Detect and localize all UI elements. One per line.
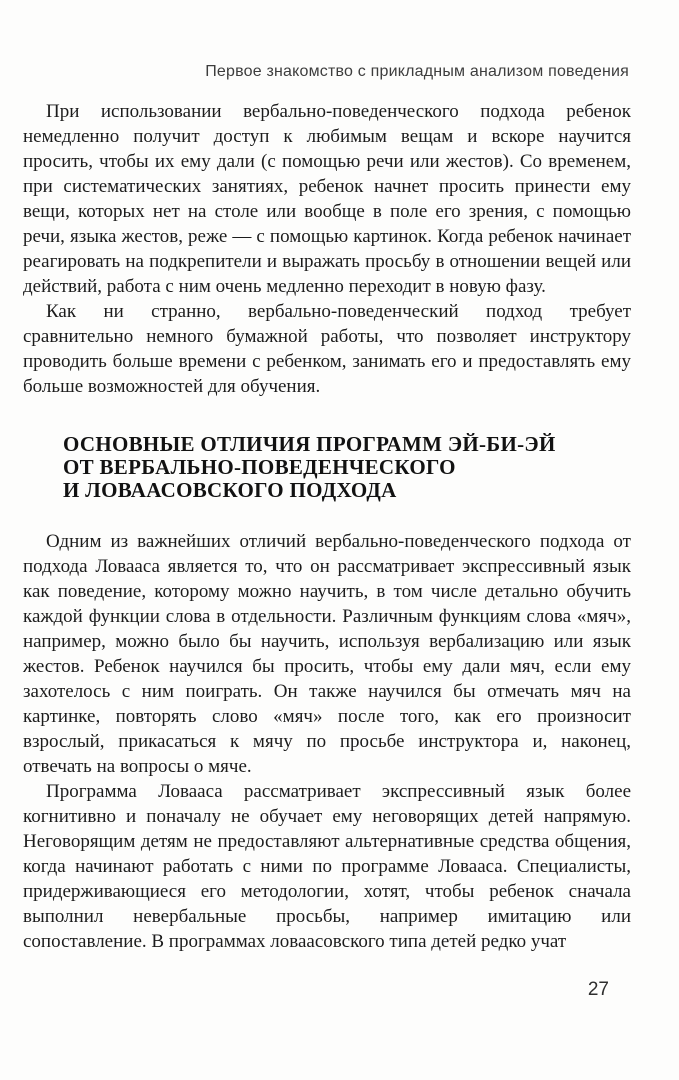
section-heading-line-3: И ЛОВААСОВСКОГО ПОДХОДА — [63, 478, 397, 502]
text-block — [23, 99, 631, 954]
paragraph-3: Одним из важнейших отличий вербально-поведенческого подхода от подхода Ловааса является то, что он рассматривает экспрессивный язык как поведение, которому можно научить, в том числе детально обучить каждой функции слова в отдельности. Различным функциям слова «мяч», например, можно было бы научить, используя вербализацию или язык жестов. Ребенок научился бы просить, чтобы ему дали мяч, если ему захотелось с ним поиграть. Он также научился бы отмечать мяч на картинке, повторять слово «мяч» после того, как его произносит взрослый, прикасаться к мячу по просьбе инструктора и, наконец, отвечать на вопросы о мяче. — [23, 531, 631, 777]
running-head: Первое знакомство с прикладным анализом поведения — [205, 63, 629, 80]
paragraph-1: При использовании вербально-поведенческого подхода ребенок немедленно получит доступ к любимым вещам и вскоре научится просить, чтобы их ему дали (с помощью речи или жестов). Со временем, при систематических занятиях, ребенок начнет просить принести ему вещи, которых нет на столе или вообще в поле его зрения, с помощью речи, языка жестов, реже — с помощью картинок. Когда ребенок начинает реагировать на подкрепители и выражать просьбу в отношении вещей или действий, работа с ним очень медленно переходит в новую фазу. — [23, 101, 631, 297]
section-heading-line-2: ОТ ВЕРБАЛЬНО-ПОВЕДЕНЧЕСКОГО — [63, 455, 456, 479]
section-heading — [23, 433, 631, 502]
section-heading-line-1: ОСНОВНЫЕ ОТЛИЧИЯ ПРОГРАММ ЭЙ-БИ-ЭЙ — [63, 432, 556, 456]
paragraph-4: Программа Ловааса рассматривает экспрессивный язык более когнитивно и поначалу не обучает ему неговорящих детей напрямую. Неговорящим детям не предоставляют альтернативные средства общения, когда начинают работать с ними по программе Ловааса. Специалисты, придерживающиеся его методологии, хотят, чтобы ребенок сначала выполнил невербальные просьбы, например имитацию или сопоставление. В программах ловаасовского типа детей редко учат — [23, 781, 631, 952]
page-number: 27 — [587, 979, 609, 1000]
paragraph-2: Как ни странно, вербально-поведенческий подход требует сравнительно немного бумажной работы, что позволяет инструктору проводить больше времени с ребенком, занимать его и предоставлять ему больше возможностей для обучения. — [23, 301, 631, 397]
